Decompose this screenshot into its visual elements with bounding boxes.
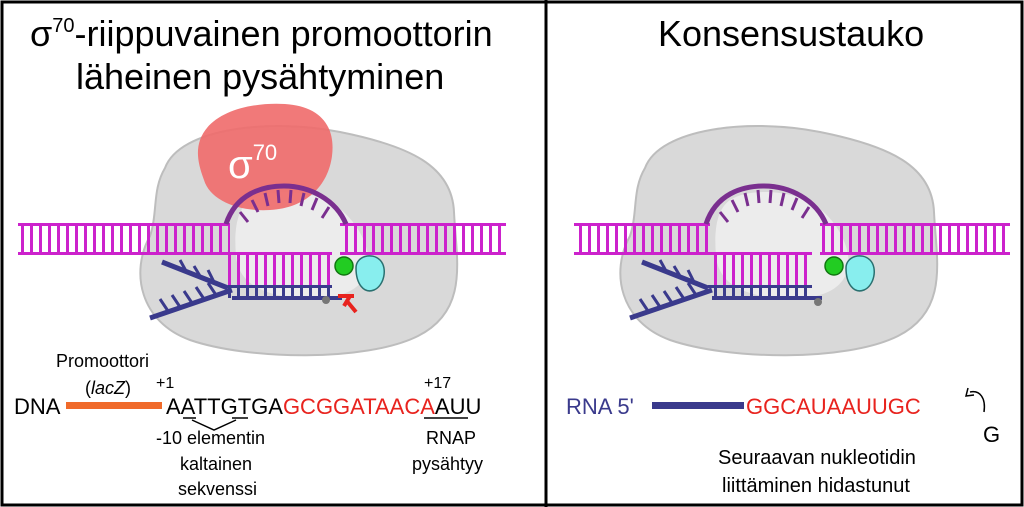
left-title-line1: $\sigma^{70}$-riippuvainen promoottorin [30, 13, 493, 54]
plus17-label: +17 [424, 375, 452, 392]
caption-line2: liittäminen hidastunut [722, 475, 910, 497]
dna-label: DNA [14, 394, 61, 419]
rna-dna-hybrid [228, 252, 332, 298]
bridge-helix-icon [356, 256, 384, 291]
promoter-label: Promoottori [56, 351, 150, 371]
right-panel [566, 13, 1010, 497]
rna-sequence: GGCAUAAUUGC [746, 394, 921, 419]
lacz-label: (lacZ) [85, 378, 132, 398]
sequence: AATTGTGAGCGGATAACAAUU [166, 394, 482, 419]
nucleotide-icon [335, 257, 353, 275]
promoter-bar [66, 402, 162, 409]
rna-5prime-label: RNA 5' [566, 394, 634, 419]
incoming-nucleotide: G [983, 422, 1001, 447]
rnap-label-line1: RNAP [426, 428, 477, 448]
minus10-line3: sekvenssi [178, 479, 258, 499]
plus1-label: +1 [156, 375, 175, 392]
bridge-helix-icon [846, 256, 874, 291]
nucleotide-icon [825, 257, 843, 275]
rna-dna-hybrid-right [708, 252, 812, 298]
left-title-line2: läheinen pysähtyminen [76, 56, 445, 97]
minus10-line1: -10 elementin [156, 428, 266, 448]
sigma-label: $\sigma^{70}$ [228, 140, 278, 187]
minus10-line2: kaltainen [180, 454, 253, 474]
rnap-label-line2: pysähtyy [412, 454, 484, 474]
caption-line1: Seuraavan nukleotidin [718, 447, 916, 469]
right-title: Konsensustauko [658, 13, 925, 54]
rna-bar [652, 402, 744, 409]
left-panel [14, 13, 506, 499]
